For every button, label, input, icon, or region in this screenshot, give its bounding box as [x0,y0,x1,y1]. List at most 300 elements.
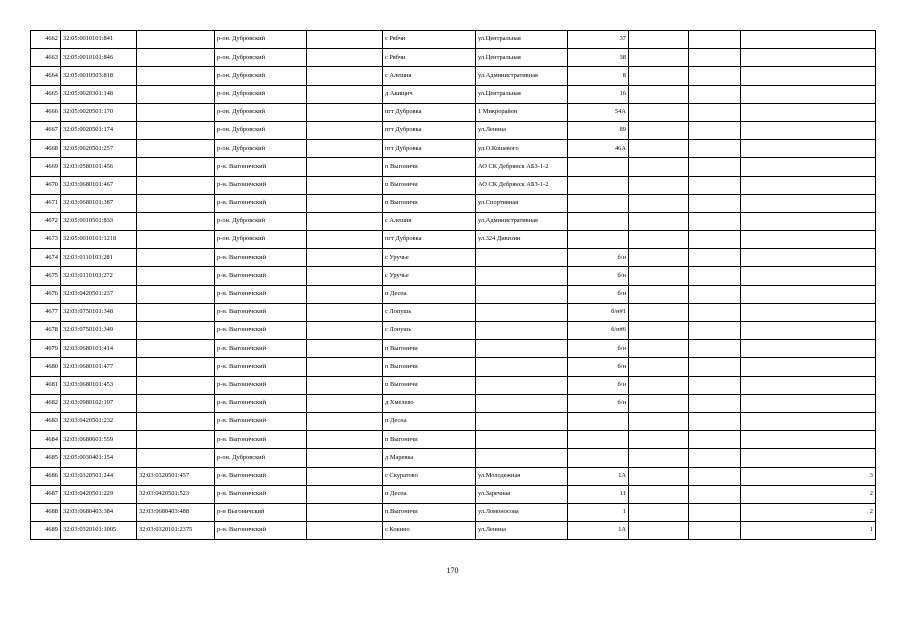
table-cell: 4666 [31,103,61,121]
table-cell: 32:03:0420501:232 [61,412,137,430]
table-cell [476,249,568,267]
table-row [31,467,876,485]
table-row [31,140,876,158]
table-cell [689,67,741,85]
table-cell [629,31,689,49]
table-cell [307,249,383,267]
table-row [31,322,876,340]
table-cell [629,285,689,303]
table-cell [568,449,629,467]
table-cell [629,394,689,412]
table-row [31,485,876,503]
table-cell: с Рябчи [383,49,476,67]
table-cell: д Маревка [383,449,476,467]
table-cell [568,231,629,249]
table-cell: 4689 [31,522,61,540]
table-cell [137,358,215,376]
table-cell [629,176,689,194]
table-row [31,449,876,467]
table-cell [629,194,689,212]
table-cell [741,194,876,212]
table-cell: 4667 [31,121,61,139]
table-cell [629,322,689,340]
table-cell [137,212,215,230]
table-cell: р-н. Выгоничский [215,322,307,340]
table-row [31,285,876,303]
table-row [31,121,876,139]
table-cell [741,249,876,267]
table-cell [741,303,876,321]
table-cell: 4686 [31,467,61,485]
table-cell: 32:05:0020501:174 [61,121,137,139]
table-cell: 4663 [31,49,61,67]
table-cell [689,467,741,485]
table-cell: 1 Микрорайон [476,103,568,121]
table-cell: 4679 [31,340,61,358]
table-cell: 3 [741,467,876,485]
table-cell: п Десна [383,285,476,303]
table-cell [629,67,689,85]
table-cell: ул.Центральная [476,49,568,67]
table-cell [568,212,629,230]
table-cell [568,412,629,430]
table-cell: пгт Дубровка [383,140,476,158]
table-cell [307,158,383,176]
table-cell [689,340,741,358]
table-cell [307,103,383,121]
table-cell: р-он. Дубровский [215,231,307,249]
table-cell [307,412,383,430]
table-cell [689,503,741,521]
table-cell [307,340,383,358]
table-cell: ул.Спортивная [476,194,568,212]
table-cell: 32:03:0110103:281 [61,249,137,267]
table-cell [629,158,689,176]
table-cell [307,212,383,230]
table-cell [629,140,689,158]
table-cell [137,449,215,467]
table-cell: ул.Центральная [476,31,568,49]
table-cell: б/н [568,358,629,376]
table-cell [137,158,215,176]
table-cell [629,212,689,230]
table-cell [629,231,689,249]
table-cell: р-н. Выгоничский [215,158,307,176]
table-cell [137,194,215,212]
table-cell [629,485,689,503]
table-cell [741,376,876,394]
table-cell: 32:03:0680101:467 [61,176,137,194]
table-cell [307,322,383,340]
table-cell [741,431,876,449]
table-row [31,522,876,540]
table-cell: 32:05:0010101:841 [61,31,137,49]
table-cell: п Выгоничи [383,194,476,212]
table-cell [741,285,876,303]
table-cell: 54А [568,103,629,121]
table-cell [629,522,689,540]
table-cell [689,285,741,303]
table-row [31,394,876,412]
table-cell: б/н [568,249,629,267]
table-cell [307,303,383,321]
table-cell: с Лопушь [383,303,476,321]
table-cell: ул.О.Кошевого [476,140,568,158]
table-cell: б/н [568,394,629,412]
table-cell [307,31,383,49]
table-cell [629,449,689,467]
table-cell: р-он. Дубровский [215,67,307,85]
table-cell: с Рябчи [383,31,476,49]
table-cell: 2 [741,485,876,503]
table-row [31,267,876,285]
table-cell: 4662 [31,31,61,49]
table-cell: п Выгоничи [383,158,476,176]
table-row [31,231,876,249]
table-cell [689,522,741,540]
table-row [31,376,876,394]
table-cell: 32:03:0680403:488 [137,503,215,521]
table-cell: 4683 [31,412,61,430]
table-cell [741,85,876,103]
table-cell: п.Выгоничи [383,503,476,521]
table-cell: п Выгоничи [383,376,476,394]
table-cell [307,485,383,503]
table-cell [307,503,383,521]
table-cell [137,103,215,121]
table-cell: р-н. Выгоничский [215,340,307,358]
table-cell: с Кокино [383,522,476,540]
table-cell: 4664 [31,67,61,85]
table-cell: с Алешня [383,212,476,230]
table-cell [307,49,383,67]
table-cell: б/н#6 [568,322,629,340]
table-cell: 4668 [31,140,61,158]
table-cell [629,340,689,358]
table-cell [137,267,215,285]
table-cell [741,231,876,249]
table-cell: р-он. Дубровский [215,449,307,467]
table-cell [689,212,741,230]
table-cell: 4670 [31,176,61,194]
table-cell: 32:03:0680101:453 [61,376,137,394]
table-cell [741,340,876,358]
table-cell [307,449,383,467]
page-number: 170 [446,566,459,575]
table-cell [307,467,383,485]
table-cell [741,267,876,285]
table-cell: 4675 [31,267,61,285]
table-cell: 4681 [31,376,61,394]
table-cell [476,394,568,412]
table-cell [476,322,568,340]
table-cell [307,522,383,540]
table-cell: 4687 [31,485,61,503]
table-cell: р-н. Выгоничский [215,485,307,503]
table-cell: 46А [568,140,629,158]
table-cell: ул.Ленина [476,522,568,540]
table-cell [689,103,741,121]
table-cell [741,412,876,430]
table-cell [476,431,568,449]
table-cell [629,412,689,430]
table-cell: 4685 [31,449,61,467]
table-cell [307,67,383,85]
table-cell: 32:03:0680403:384 [61,503,137,521]
table-cell: 32:03:0320101:1005 [61,522,137,540]
table-cell: 32:03:0680601:559 [61,431,137,449]
table-cell: пгт Дубровка [383,231,476,249]
table-cell: п Десна [383,485,476,503]
table-cell [568,176,629,194]
table-cell [137,67,215,85]
table-cell: 32:03:0320101:2375 [137,522,215,540]
table-cell [307,267,383,285]
table-cell [476,449,568,467]
table-cell: 4680 [31,358,61,376]
table-cell [689,376,741,394]
table-cell: р-он. Дубровский [215,140,307,158]
table-cell [689,267,741,285]
table-cell [629,249,689,267]
table-cell: 32:05:0020501:257 [61,140,137,158]
table-row [31,49,876,67]
table-cell: 4678 [31,322,61,340]
table-cell: п Выгоничи [383,176,476,194]
table-cell [629,376,689,394]
table-cell: 8 [568,67,629,85]
table-cell: 38 [568,49,629,67]
table-cell [689,158,741,176]
table-cell: р-н. Выгоничский [215,522,307,540]
table-cell: р-он. Дубровский [215,212,307,230]
table-cell [741,103,876,121]
table-cell [689,449,741,467]
table-cell [568,158,629,176]
table-cell [137,176,215,194]
table-cell [629,49,689,67]
table-row [31,103,876,121]
table-cell: д Хмелево [383,394,476,412]
table-cell: р-он. Дубровский [215,49,307,67]
table-cell [307,431,383,449]
table-cell: с Уручье [383,249,476,267]
table-cell [307,231,383,249]
table-cell [476,412,568,430]
table-row [31,303,876,321]
table-cell: 32:05:0010501:833 [61,212,137,230]
table-cell [307,376,383,394]
table-cell: 32:03:0110103:272 [61,267,137,285]
table-cell [689,322,741,340]
table-cell [307,394,383,412]
table-cell: р-он. Дубровский [215,31,307,49]
table-cell [137,376,215,394]
table-cell: 4684 [31,431,61,449]
table-cell: 16 [568,85,629,103]
table-cell: р-н. Выгоничский [215,358,307,376]
table-cell: 32:05:0020301:148 [61,85,137,103]
table-cell: р-н. Выгоничский [215,303,307,321]
table-cell [307,285,383,303]
table-cell [689,485,741,503]
table-cell: АО СК Дебрянск АБЗ-1-2 [476,158,568,176]
table-cell [741,121,876,139]
table-row [31,31,876,49]
table-cell: с Уручье [383,267,476,285]
table-row [31,158,876,176]
table-cell: 32:05:0010101:846 [61,49,137,67]
table-cell [476,340,568,358]
table-cell: р-н. Выгоничский [215,285,307,303]
table-cell [137,285,215,303]
table-cell: пгт Дубровка [383,121,476,139]
table-cell [137,231,215,249]
table-cell: 4674 [31,249,61,267]
table-cell: пгт Дубровка [383,103,476,121]
table-cell: 32:03:0680101:477 [61,358,137,376]
table-cell: 32:03:0680101:414 [61,340,137,358]
table-cell: 4669 [31,158,61,176]
table-cell [137,31,215,49]
table-cell [307,121,383,139]
table-cell: 32:03:0420501:229 [61,485,137,503]
table-cell [689,358,741,376]
table-cell: ул.Молодежная [476,467,568,485]
registry-rows [31,31,876,540]
table-cell [689,140,741,158]
table-cell: р-он. Дубровский [215,103,307,121]
table-cell: р-н. Выгоничский [215,412,307,430]
table-cell [689,394,741,412]
table-row [31,431,876,449]
table-cell: б/н [568,267,629,285]
table-cell: 32:03:0980102:107 [61,394,137,412]
table-cell: 32:03:0420501:523 [137,485,215,503]
table-row [31,358,876,376]
table-cell [137,431,215,449]
table-cell: б/н#1 [568,303,629,321]
table-cell [689,31,741,49]
table-cell [689,121,741,139]
table-cell [307,140,383,158]
table-cell: ул.Ленина [476,121,568,139]
table-cell [568,194,629,212]
table-cell [741,67,876,85]
table-cell [741,449,876,467]
table-cell [689,49,741,67]
table-cell: р-он. Дубровский [215,121,307,139]
table-cell: 32:03:0320501:457 [137,467,215,485]
table-cell: р-н. Выгоничский [215,176,307,194]
table-cell [476,376,568,394]
table-cell: р-н. Выгоничский [215,431,307,449]
table-cell: 32:03:0750101:349 [61,322,137,340]
table-cell [629,103,689,121]
table-cell: 4673 [31,231,61,249]
table-row [31,412,876,430]
table-cell [689,431,741,449]
table-cell: с Лопушь [383,322,476,340]
table-row [31,212,876,230]
table-cell: 4682 [31,394,61,412]
table-cell: 1А [568,522,629,540]
table-cell: 32:05:0030401:154 [61,449,137,467]
table-cell [476,285,568,303]
table-cell [568,431,629,449]
table-cell: 4665 [31,85,61,103]
table-cell: 1А [568,467,629,485]
table-cell: 4677 [31,303,61,321]
table-cell [741,158,876,176]
table-cell: 4676 [31,285,61,303]
table-cell [689,194,741,212]
table-cell [137,412,215,430]
table-cell [137,49,215,67]
table-cell [689,249,741,267]
table-cell [629,467,689,485]
table-cell: р-н Выгоничский [215,503,307,521]
table-cell [629,121,689,139]
table-cell: ул.324 Дивизии [476,231,568,249]
table-cell: р-н. Выгоничский [215,467,307,485]
table-cell: ул.Центральная [476,85,568,103]
table-cell: 11 [568,485,629,503]
table-cell [476,303,568,321]
table-cell [137,340,215,358]
table-cell: 32:03:0680101:387 [61,194,137,212]
table-cell: р-н. Выгоничский [215,267,307,285]
table-cell: 4688 [31,503,61,521]
table-cell: р-н. Выгоничский [215,376,307,394]
table-cell: 2 [741,503,876,521]
table-cell [137,85,215,103]
table-row [31,340,876,358]
table-row [31,67,876,85]
table-cell: 4671 [31,194,61,212]
table-cell [307,85,383,103]
table-cell [307,194,383,212]
table-cell [629,503,689,521]
table-cell: ул.Административная [476,67,568,85]
table-cell [741,322,876,340]
table-cell: 32:05:0010503:818 [61,67,137,85]
table-cell [137,140,215,158]
table-row [31,194,876,212]
table-cell [689,176,741,194]
table-cell [689,303,741,321]
table-cell: 37 [568,31,629,49]
table-cell: 32:03:0420501:237 [61,285,137,303]
table-cell: б/н [568,285,629,303]
table-cell: б/н [568,340,629,358]
table-cell [137,322,215,340]
table-cell [689,231,741,249]
table-row [31,249,876,267]
table-row [31,85,876,103]
table-cell [741,49,876,67]
registry-table [30,30,876,540]
table-cell [629,85,689,103]
table-cell: АО СК Дебрянск АБЗ-1-2 [476,176,568,194]
table-cell [137,303,215,321]
table-cell: д Акищич [383,85,476,103]
table-cell [307,176,383,194]
table-cell [307,358,383,376]
table-cell [629,358,689,376]
table-cell: р-н. Выгоничский [215,249,307,267]
table-cell: ул.Заречная [476,485,568,503]
